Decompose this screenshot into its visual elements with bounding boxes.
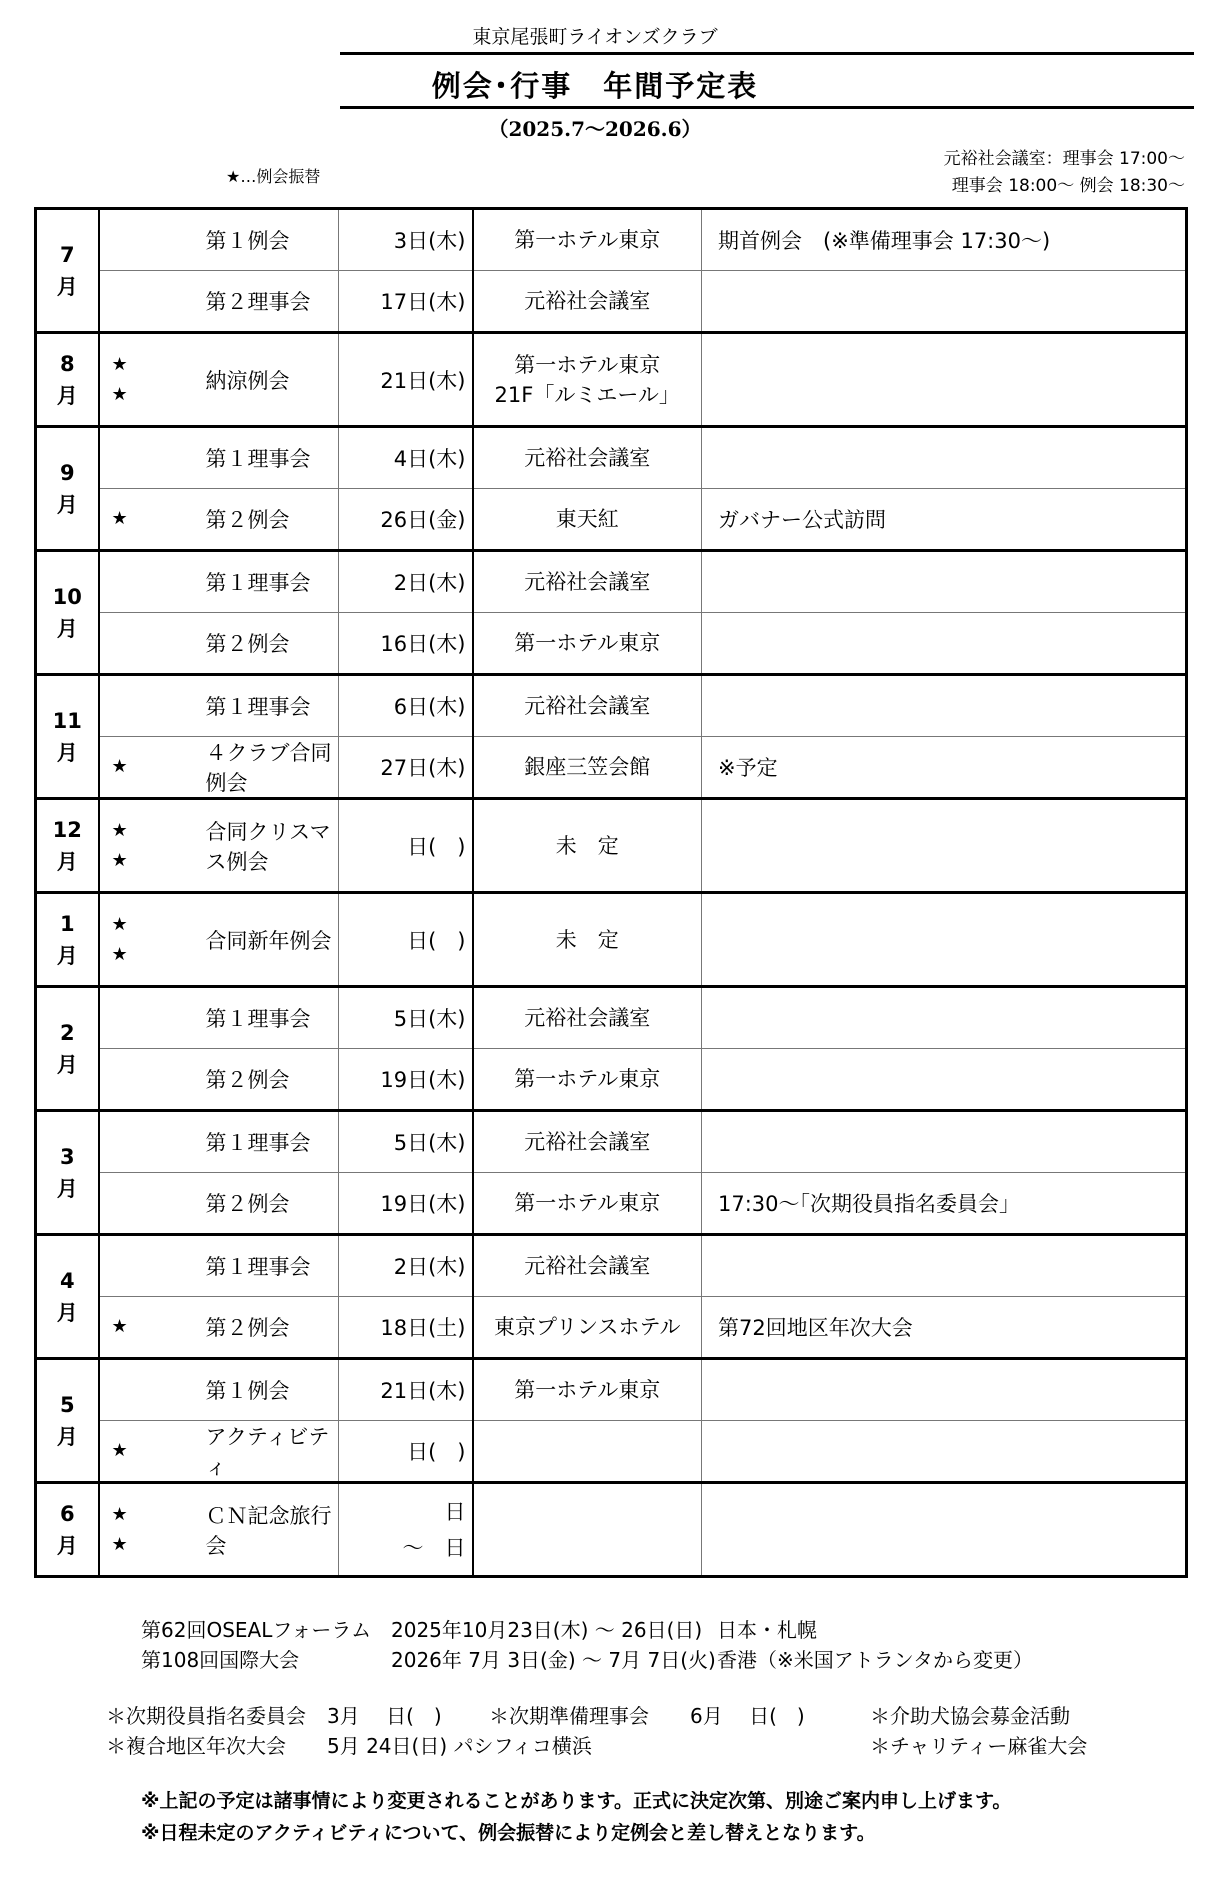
note-cell (702, 209, 1187, 271)
event-name: 第１理事会 (205, 1007, 311, 1031)
venue-cell (473, 675, 702, 737)
notice-schedule-change: ※上記の予定は諸事情により変更されることがあります。正式に決定次第、別途ご案内申し上げます。 (141, 1790, 1012, 1812)
star-icon: ★ (111, 383, 128, 405)
venue-cell (473, 987, 702, 1049)
star-icon: ★ (111, 756, 128, 777)
star-icon: ★ (111, 943, 128, 965)
schedule-row (36, 489, 1187, 551)
venue-cell (473, 1297, 702, 1359)
month-unit: 月 (56, 1533, 78, 1558)
date-cell (339, 1173, 473, 1235)
event-date: 21日(木) (380, 1379, 466, 1403)
event-note: ※予定 (718, 756, 778, 780)
star-markers (112, 737, 128, 797)
venue: 元裕社会議室 (524, 1130, 651, 1154)
date-cell (339, 489, 473, 551)
misc-guide-dog-fundraising: ＊介助犬協会募金活動 (870, 1704, 1070, 1728)
title-bottom-rule (340, 106, 1194, 109)
event-name: 第１例会 (205, 229, 290, 253)
star-markers (112, 800, 128, 891)
note-cell (702, 799, 1187, 893)
note-cell (702, 987, 1187, 1049)
event-name: 第１理事会 (205, 695, 311, 719)
venue: 第一ホテル東京 (514, 352, 661, 377)
month-unit: 月 (56, 943, 78, 968)
month-cell (36, 427, 99, 551)
note-cell (702, 1297, 1187, 1359)
date-cell (339, 427, 473, 489)
schedule-row (36, 551, 1187, 613)
event-name: 第２例会 (205, 1068, 290, 1092)
schedule-row (36, 1421, 1187, 1483)
room-times-line1: 元裕社会議室：理事会 17:00〜 (943, 149, 1185, 169)
month-cell (36, 333, 99, 427)
month-cell (36, 551, 99, 675)
month-number: 9 (59, 460, 75, 485)
event-date: 5日(木) (393, 1131, 466, 1155)
event-cell (99, 1297, 339, 1359)
star-icon: ★ (111, 913, 128, 935)
event-date: 日( ) (407, 928, 466, 953)
event-cell (99, 737, 339, 799)
month-unit: 月 (56, 492, 78, 517)
month-unit: 月 (56, 1424, 78, 1449)
misc-nomination-committee: ＊次期役員指名委員会 (106, 1704, 306, 1728)
note-cell (702, 427, 1187, 489)
misc-nomination-date: 3月 日( ) (327, 1704, 442, 1728)
date-cell (339, 551, 473, 613)
event-cell (99, 427, 339, 489)
date-cell (339, 1111, 473, 1173)
month-cell (36, 1359, 99, 1483)
event-date: 27日(木) (380, 756, 466, 780)
event-cell (99, 613, 339, 675)
date-cell (339, 613, 473, 675)
event-date: 2日(木) (393, 571, 466, 595)
event-cell (99, 1111, 339, 1173)
star-markers (112, 894, 128, 985)
month-number: 6 (59, 1501, 75, 1526)
intl-convention-place: 香港（※米国アトランタから変更） (717, 1648, 1033, 1672)
intl-convention-name: 第108回国際大会 (141, 1648, 300, 1672)
note-cell (702, 1421, 1187, 1483)
schedule-row (36, 1111, 1187, 1173)
date-cell (339, 987, 473, 1049)
month-number: 8 (59, 351, 75, 376)
schedule-row (36, 1235, 1187, 1297)
event-cell (99, 1235, 339, 1297)
oseal-forum-place: 日本・札幌 (717, 1618, 817, 1642)
event-cell (99, 1421, 339, 1483)
month-number: 12 (52, 817, 82, 842)
organization-name: 東京尾張町ライオンズクラブ (472, 26, 718, 48)
venue-cell (473, 271, 702, 333)
event-name: 第２例会 (205, 508, 290, 532)
venue-cell (473, 333, 702, 427)
event-name: 第２例会 (205, 1316, 290, 1340)
event-name: 第２理事会 (205, 290, 311, 314)
venue-cell (473, 799, 702, 893)
note-cell (702, 675, 1187, 737)
event-cell (99, 1173, 339, 1235)
month-unit: 月 (56, 849, 78, 874)
month-cell (36, 799, 99, 893)
venue: 未 定 (555, 833, 619, 858)
date-cell (339, 1235, 473, 1297)
schedule-row (36, 799, 1187, 893)
month-unit: 月 (56, 1052, 78, 1077)
note-cell (702, 1483, 1187, 1577)
oseal-forum-name: 第62回OSEALフォーラム (141, 1618, 372, 1642)
schedule-row (36, 613, 1187, 675)
venue: 元裕社会議室 (524, 694, 651, 718)
schedule-row (36, 271, 1187, 333)
note-cell (702, 1111, 1187, 1173)
month-number: 7 (59, 242, 75, 267)
event-name: 合同クリスマス例会 (205, 819, 331, 874)
date-cell (339, 1483, 473, 1577)
venue-cell (473, 209, 702, 271)
venue-cell (473, 427, 702, 489)
event-date: 17日(木) (380, 290, 466, 314)
month-unit: 月 (56, 274, 78, 299)
venue: 元裕社会議室 (524, 289, 651, 313)
page-title: 例会･行事 年間予定表 (431, 69, 759, 103)
notice-activity-swap: ※日程未定のアクティビティについて、例会振替により定例会と差し替えとなります。 (141, 1822, 876, 1844)
event-cell (99, 333, 339, 427)
room-times-line2: 理事会 18:00〜 例会 18:30〜 (951, 176, 1185, 196)
schedule-row (36, 1049, 1187, 1111)
event-name: ＣＮ記念旅行会 (205, 1503, 332, 1558)
event-date: 2日(木) (393, 1255, 466, 1279)
event-date: 3日(木) (393, 229, 466, 253)
star-markers (112, 1421, 128, 1481)
date-cell (339, 1359, 473, 1421)
event-date: 19日(木) (380, 1068, 466, 1092)
venue: 元裕社会議室 (524, 446, 651, 470)
schedule-row (36, 427, 1187, 489)
note-cell (702, 551, 1187, 613)
venue-cell (473, 1235, 702, 1297)
misc-charity-mahjong: ＊チャリティー麻雀大会 (870, 1734, 1088, 1758)
star-icon: ★ (111, 508, 128, 529)
event-cell (99, 209, 339, 271)
venue: 東京プリンスホテル (494, 1315, 681, 1339)
event-date: 21日(木) (380, 368, 466, 393)
star-icon: ★ (111, 1533, 128, 1555)
month-number: 1 (59, 911, 75, 936)
schedule-row (36, 333, 1187, 427)
event-cell (99, 551, 339, 613)
month-number: 2 (59, 1020, 75, 1045)
event-date: 19日(木) (380, 1192, 466, 1216)
event-cell (99, 675, 339, 737)
month-number: 11 (52, 708, 82, 733)
event-cell (99, 893, 339, 987)
month-number: 3 (59, 1144, 75, 1169)
note-cell (702, 1049, 1187, 1111)
event-date: 6日(木) (393, 695, 466, 719)
event-cell (99, 1359, 339, 1421)
venue: 東天紅 (555, 507, 619, 531)
event-cell (99, 1049, 339, 1111)
oseal-forum-date: 2025年10月23日(木) 〜 26日(日) (391, 1618, 703, 1642)
event-name: 第１理事会 (205, 447, 311, 471)
venue-cell (473, 1173, 702, 1235)
schedule-row (36, 675, 1187, 737)
star-markers (112, 1297, 128, 1357)
month-unit: 月 (56, 740, 78, 765)
month-unit: 月 (56, 1300, 78, 1325)
event-name: ４クラブ合同例会 (205, 741, 332, 795)
schedule-row (36, 1359, 1187, 1421)
misc-district-convention: ＊複合地区年次大会 (106, 1734, 286, 1758)
venue-cell (473, 489, 702, 551)
event-note: ガバナー公式訪問 (718, 508, 886, 532)
misc-prep-board: ＊次期準備理事会 (489, 1704, 649, 1728)
star-icon: ★ (111, 353, 128, 375)
note-cell (702, 333, 1187, 427)
title-top-rule (340, 52, 1194, 55)
venue-cell (473, 1421, 702, 1483)
event-note: 17:30〜｢次期役員指名委員会｣ (718, 1192, 1010, 1216)
event-date: 5日(木) (393, 1007, 466, 1031)
venue: 元裕社会議室 (524, 1006, 651, 1030)
event-name: 第２例会 (205, 1192, 290, 1216)
schedule-row (36, 893, 1187, 987)
month-unit: 月 (56, 383, 78, 408)
date-cell (339, 333, 473, 427)
star-markers (112, 334, 128, 425)
event-date: 18日(土) (380, 1316, 466, 1340)
event-note: 第72回地区年次大会 (718, 1316, 913, 1340)
venue: 銀座三笠会館 (524, 755, 651, 779)
star-legend: ★…例会振替 (226, 167, 321, 186)
venue: 第一ホテル東京 (514, 228, 661, 252)
star-icon: ★ (111, 819, 128, 841)
note-cell (702, 613, 1187, 675)
intl-convention-date: 2026年 7月 3日(金) 〜 7月 7日(火) (391, 1648, 716, 1672)
event-cell (99, 799, 339, 893)
event-cell (99, 489, 339, 551)
venue-detail: 21F「ルミエール」 (494, 382, 680, 407)
note-cell (702, 1235, 1187, 1297)
venue: 元裕社会議室 (524, 570, 651, 594)
event-name: 第１理事会 (205, 1131, 311, 1155)
schedule-row (36, 1173, 1187, 1235)
period: （2025.7〜2026.6） (488, 117, 702, 141)
date-cell (339, 209, 473, 271)
event-name: アクティビティ (205, 1425, 330, 1479)
note-cell (702, 1359, 1187, 1421)
date-cell (339, 675, 473, 737)
misc-district-convention-date: 5月 24日(日) パシフィコ横浜 (327, 1734, 592, 1758)
venue: 元裕社会議室 (524, 1254, 651, 1278)
star-icon: ★ (111, 1316, 128, 1337)
schedule-row (36, 737, 1187, 799)
month-cell (36, 209, 99, 333)
month-cell (36, 675, 99, 799)
month-cell (36, 1235, 99, 1359)
month-cell (36, 987, 99, 1111)
schedule-row (36, 987, 1187, 1049)
event-name: 第１例会 (205, 1379, 290, 1403)
venue-cell (473, 737, 702, 799)
event-date: 4日(木) (393, 447, 466, 471)
event-date: 日( ) (407, 834, 466, 859)
venue: 第一ホテル東京 (514, 1378, 661, 1402)
schedule-row (36, 1297, 1187, 1359)
event-date-end: 〜 日 (402, 1535, 466, 1560)
venue-cell (473, 893, 702, 987)
venue-cell (473, 551, 702, 613)
venue: 第一ホテル東京 (514, 1191, 661, 1215)
month-number: 4 (59, 1268, 75, 1293)
month-unit: 月 (56, 616, 78, 641)
event-date: 16日(木) (380, 632, 466, 656)
event-date: 日( ) (407, 1440, 466, 1464)
date-cell (339, 271, 473, 333)
star-markers (112, 489, 128, 549)
event-note: 期首例会 (※準備理事会 17:30〜) (718, 229, 1051, 253)
event-name: 第２例会 (205, 632, 290, 656)
venue: 未 定 (555, 927, 619, 952)
date-cell (339, 1421, 473, 1483)
month-cell (36, 893, 99, 987)
schedule-row (36, 209, 1187, 271)
event-cell (99, 1483, 339, 1577)
month-cell (36, 1111, 99, 1235)
date-cell (339, 893, 473, 987)
date-cell (339, 1049, 473, 1111)
event-name: 合同新年例会 (205, 928, 332, 953)
venue-cell (473, 1111, 702, 1173)
note-cell (702, 893, 1187, 987)
schedule-row (36, 1483, 1187, 1577)
event-date: 日 (444, 1499, 466, 1524)
note-cell (702, 737, 1187, 799)
venue-cell (473, 613, 702, 675)
venue: 第一ホテル東京 (514, 631, 661, 655)
star-icon: ★ (111, 1440, 128, 1461)
note-cell (702, 271, 1187, 333)
event-cell (99, 987, 339, 1049)
venue-cell (473, 1359, 702, 1421)
event-name: 納涼例会 (205, 368, 290, 393)
event-name: 第１理事会 (205, 1255, 311, 1279)
star-icon: ★ (111, 849, 128, 871)
note-cell (702, 1173, 1187, 1235)
star-icon: ★ (111, 1503, 128, 1525)
schedule-table (34, 207, 1188, 1578)
month-number: 10 (52, 584, 82, 609)
venue-cell (473, 1049, 702, 1111)
date-cell (339, 1297, 473, 1359)
event-name: 第１理事会 (205, 571, 311, 595)
star-markers (112, 1484, 128, 1575)
venue: 第一ホテル東京 (514, 1067, 661, 1091)
month-cell (36, 1483, 99, 1577)
note-cell (702, 489, 1187, 551)
venue-cell (473, 1483, 702, 1577)
date-cell (339, 737, 473, 799)
date-cell (339, 799, 473, 893)
month-number: 5 (59, 1392, 75, 1417)
event-date: 26日(金) (380, 508, 466, 532)
event-cell (99, 271, 339, 333)
month-unit: 月 (56, 1176, 78, 1201)
misc-prep-board-date: 6月 日( ) (690, 1704, 805, 1728)
